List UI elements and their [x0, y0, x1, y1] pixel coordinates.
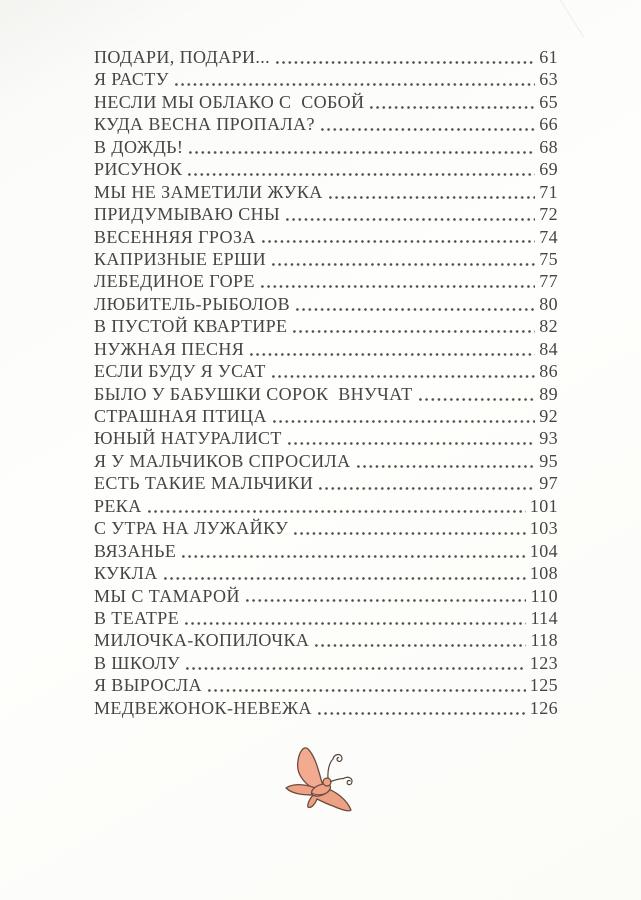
toc-entry	[94, 517, 558, 539]
toc-entry-page: 101	[529, 495, 558, 516]
dot-leader	[169, 68, 539, 90]
toc-entry	[94, 270, 558, 292]
toc-entry-title: В ПУСТОЙ КВАРТИРЕ	[94, 316, 288, 337]
toc-entry-title: С УТРА НА ЛУЖАЙКУ	[94, 518, 289, 539]
toc-entry-title: Я У МАЛЬЧИКОВ СПРОСИЛА	[94, 450, 351, 471]
dot-leader	[288, 517, 530, 539]
toc-entry-page: 104	[529, 540, 558, 561]
toc-entry-title: КУКЛА	[94, 563, 158, 584]
toc-entry-page: 103	[529, 518, 558, 539]
dot-leader	[290, 293, 539, 315]
toc-entry-page: 80	[539, 293, 558, 314]
toc-entry-page: 61	[539, 47, 558, 67]
toc-entry-page: 71	[539, 181, 558, 202]
toc-entry-page: 82	[539, 316, 558, 337]
dot-leader	[351, 450, 540, 472]
toc-entry-page: 63	[539, 69, 558, 90]
toc-entry-title: ЕСТЬ ТАКИЕ МАЛЬЧИКИ	[94, 473, 314, 494]
toc-entry-title: РЕКА	[94, 495, 142, 516]
toc-entry	[94, 450, 558, 472]
toc-entry	[94, 405, 558, 427]
dot-leader	[244, 338, 539, 360]
toc-entry-title: Я ВЫРОСЛА	[94, 675, 203, 696]
toc-entry-title: В ШКОЛУ	[94, 652, 181, 673]
dot-leader	[256, 226, 539, 248]
toc-entry	[94, 629, 558, 651]
toc-entry-page: 108	[529, 563, 558, 584]
toc-entry-title: ЛЕБЕДИНОЕ ГОРЕ	[94, 271, 255, 292]
toc-entry-title: ПРИДУМЫВАЮ СНЫ	[94, 204, 281, 225]
toc-entry-page: 84	[539, 338, 558, 359]
toc-entry	[94, 315, 558, 337]
toc-entry	[94, 360, 558, 382]
toc-entry	[94, 495, 558, 517]
toc-entry-page: 69	[539, 159, 558, 180]
toc-entry-page: 86	[539, 361, 558, 382]
toc-entry	[94, 91, 558, 113]
dot-leader	[266, 360, 539, 382]
toc-entry-title: МИЛОЧКА-КОПИЛОЧКА	[94, 630, 310, 651]
toc-entry	[94, 674, 558, 696]
dot-leader	[183, 136, 539, 158]
toc-entry-page: 125	[529, 675, 558, 696]
toc-entry-page: 72	[539, 204, 558, 225]
toc-entry-title: МЕДВЕЖОНОК-НЕВЕЖА	[94, 697, 312, 718]
toc-entry	[94, 585, 558, 607]
dot-leader	[176, 540, 530, 562]
dot-leader	[282, 427, 539, 449]
toc-entry-title: МЫ НЕ ЗАМЕТИЛИ ЖУКА	[94, 181, 323, 202]
dot-leader	[364, 91, 539, 113]
toc-entry-page: 97	[539, 473, 558, 494]
dot-leader	[315, 113, 539, 135]
toc-entry-page: 95	[539, 450, 558, 471]
toc-entry	[94, 472, 558, 494]
dot-leader	[240, 585, 531, 607]
toc-entry-page: 114	[530, 607, 558, 628]
toc-entry-page: 110	[530, 585, 558, 606]
toc-entry	[94, 607, 558, 629]
toc-entry	[94, 697, 558, 719]
toc-entry-page: 66	[539, 114, 558, 135]
toc-entry-page: 126	[529, 697, 558, 718]
toc-entry-title: РИСУНОК	[94, 159, 183, 180]
dot-leader	[413, 383, 540, 405]
toc-entry-page: 93	[539, 428, 558, 449]
table-of-contents	[94, 46, 558, 719]
toc-entry-page: 74	[539, 226, 558, 247]
dot-leader	[158, 562, 530, 584]
toc-entry	[94, 181, 558, 203]
butterfly-icon	[283, 746, 355, 836]
toc-entry-title: МЫ С ТАМАРОЙ	[94, 585, 240, 606]
dot-leader	[255, 270, 539, 292]
toc-entry	[94, 383, 558, 405]
toc-entry	[94, 46, 558, 68]
toc-entry-page: 75	[539, 248, 558, 269]
dot-leader	[287, 315, 539, 337]
toc-entry	[94, 158, 558, 180]
toc-entry	[94, 652, 558, 674]
toc-entry-title: НУЖНАЯ ПЕСНЯ	[94, 338, 245, 359]
toc-entry-title: ЕСЛИ БУДУ Я УСАТ	[94, 361, 266, 382]
toc-entry	[94, 203, 558, 225]
toc-entry-page: 89	[539, 383, 558, 404]
toc-entry-title: СТРАШНАЯ ПТИЦА	[94, 406, 267, 426]
toc-entry	[94, 68, 558, 90]
toc-entry	[94, 113, 558, 135]
toc-entry-title: Я РАСТУ	[94, 69, 169, 90]
toc-entry-title: ВЕСЕННЯЯ ГРОЗА	[94, 226, 256, 247]
toc-entry	[94, 562, 558, 584]
dot-leader	[323, 181, 540, 203]
toc-entry-page: 123	[529, 652, 558, 673]
toc-entry	[94, 136, 558, 158]
toc-entry-title: БЫЛО У БАБУШКИ СОРОК ВНУЧАТ	[94, 383, 413, 404]
toc-entry-title: НЕСЛИ МЫ ОБЛАКО С СОБОЙ	[94, 91, 365, 112]
toc-entry-page: 68	[539, 136, 558, 157]
dot-leader	[202, 674, 530, 696]
toc-entry-title: КАПРИЗНЫЕ ЕРШИ	[94, 248, 266, 269]
dot-leader	[142, 495, 530, 517]
toc-entry-title: ЛЮБИТЕЛЬ-РЫБОЛОВ	[94, 293, 290, 314]
dot-leader	[179, 607, 530, 629]
toc-entry-title: ВЯЗАНЬЕ	[94, 540, 177, 561]
dot-leader	[180, 652, 530, 674]
toc-entry	[94, 338, 558, 360]
toc-entry-page: 65	[539, 91, 558, 112]
toc-entry-title: КУДА ВЕСНА ПРОПАЛА?	[94, 114, 315, 135]
toc-entry	[94, 427, 558, 449]
toc-entry-page: 92	[539, 406, 558, 426]
dot-leader	[266, 248, 539, 270]
toc-entry-title: ПОДАРИ, ПОДАРИ...	[94, 47, 271, 67]
toc-entry-title: В ДОЖДЬ!	[94, 136, 184, 157]
dot-leader	[182, 158, 539, 180]
toc-entry-title: В ТЕАТРЕ	[94, 607, 180, 628]
toc-entry-page: 77	[539, 271, 558, 292]
toc-entry-title: ЮНЫЙ НАТУРАЛИСТ	[94, 428, 282, 449]
dot-leader	[313, 472, 539, 494]
toc-entry	[94, 540, 558, 562]
toc-entry-page: 118	[530, 630, 558, 651]
page-crease	[555, 0, 584, 38]
dot-leader	[270, 46, 539, 68]
dot-leader	[267, 405, 539, 427]
dot-leader	[280, 203, 539, 225]
dot-leader	[312, 697, 530, 719]
toc-entry	[94, 226, 558, 248]
toc-entry	[94, 293, 558, 315]
toc-entry	[94, 248, 558, 270]
dot-leader	[309, 629, 530, 651]
